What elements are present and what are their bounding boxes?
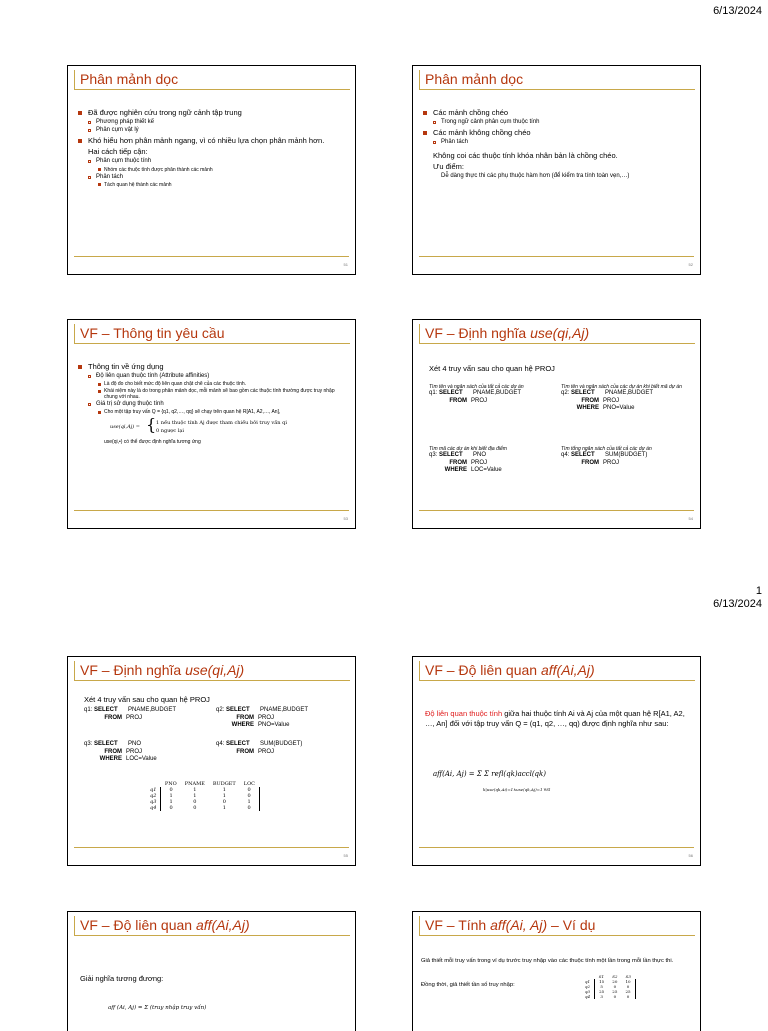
query-q3: [84, 741, 214, 764]
definition-term: Độ liên quan thuộc tính: [425, 709, 503, 718]
bullet: Khó hiểu hơn phân mảnh ngang, vì có nhiều lựa chọn phân mảnh hơn.: [76, 136, 347, 145]
matrix-cell: 5: [595, 984, 609, 989]
slide-title: [425, 917, 595, 933]
paragraph: Ưu điểm:: [433, 162, 464, 172]
sql-value: PROJ: [258, 748, 275, 755]
sql-value: PROJ: [603, 397, 620, 404]
matrix-cell: 1: [161, 799, 181, 805]
sql-value: PNO=Value: [603, 405, 635, 412]
slide-58: [412, 911, 701, 1031]
slide-55: [67, 656, 356, 866]
slide-number: 55: [343, 853, 348, 858]
slide-54: [412, 319, 701, 529]
footer-line: [419, 256, 694, 257]
matrix-cell: 0: [193, 799, 197, 805]
slide-56: [412, 656, 701, 866]
slide-57: [67, 911, 356, 1031]
query-q2: [216, 707, 346, 730]
keyword: FROM: [104, 714, 122, 721]
matrix-cell: 3: [595, 994, 609, 999]
title-text: VF – Độ liên quan: [425, 662, 541, 678]
header-date: 6/13/2024: [713, 5, 762, 17]
section-date: 6/13/2024: [713, 598, 762, 610]
sub-bullet: Giá trị sử dụng thuộc tính: [76, 401, 347, 408]
matrix-row-header: q1: [585, 979, 591, 984]
keyword: SELECT: [94, 707, 118, 713]
intro-text: Xét 4 truy vấn sau cho quan hệ PROJ: [84, 695, 210, 704]
slide-title: [425, 325, 589, 341]
query-label: q2:: [561, 390, 570, 397]
slide-53: [67, 319, 356, 529]
matrix-row-header: q3: [585, 989, 591, 994]
sql-value: PNO=Value: [258, 722, 290, 728]
query-q3: [429, 446, 559, 475]
sql-value: PROJ: [603, 459, 620, 466]
slide-content: [76, 106, 347, 189]
sql-value: PROJ: [471, 397, 488, 404]
matrix-row-header: q2: [150, 793, 157, 799]
slide-51: [67, 65, 356, 275]
keyword: FROM: [581, 459, 599, 466]
keyword: WHERE: [444, 467, 467, 474]
keyword: FROM: [449, 397, 467, 404]
query-description: Tìm mã các dự án khi biết địa điểm: [429, 446, 507, 452]
slide-title: [80, 917, 250, 933]
sql-value: PROJ: [126, 714, 143, 721]
slide-number: 53: [343, 516, 348, 521]
sql-value: LOC=Value: [471, 467, 502, 474]
query-label: q2:: [216, 707, 225, 713]
footer-line: [419, 847, 694, 848]
frequency-text: Đồng thời, giả thiết tần số truy nhập:: [421, 982, 515, 988]
slide-title: [425, 662, 595, 678]
slide-content: [421, 106, 692, 182]
matrix-cell: 1: [193, 787, 197, 793]
use-lhs: use(qi,Aj) =: [110, 424, 140, 431]
sql-value: PROJ: [126, 748, 143, 755]
sub-sub-bullet: Nhóm các thuộc tính được phân thành các mảnh: [76, 167, 347, 173]
title-text: VF – Tính: [425, 917, 491, 933]
matrix-cell: 0: [240, 787, 259, 793]
access-matrix-table: [581, 974, 636, 999]
matrix-cell: 25: [612, 989, 618, 994]
query-q1: [84, 707, 214, 722]
matrix-cell: 1: [222, 805, 226, 811]
matrix-col-header: PNAME: [184, 781, 205, 787]
matrix-cell: 10: [622, 979, 636, 984]
query-label: q4:: [561, 452, 570, 459]
bullet: Thông tin về ứng dụng: [76, 362, 347, 371]
sql-value: PNAME,BUDGET: [128, 707, 177, 713]
keyword: FROM: [236, 748, 254, 755]
aff-formula-sub: k|use(qk,Ai)=1∧use(qk,Aj)=1 ∀Sl: [483, 787, 551, 792]
keyword: SELECT: [226, 707, 250, 713]
matrix-col-header: S3: [625, 974, 631, 979]
explanation-text: Giải nghĩa tương đương:: [80, 974, 164, 983]
matrix-cell: 0: [240, 805, 259, 811]
footer-line: [419, 510, 694, 511]
matrix-cell: 25: [595, 989, 609, 994]
title-italic: use(qi,Aj): [185, 662, 245, 678]
sub-sub-bullet: Cho một tập truy vấn Q = {q1, q2,…, qq} sẽ chạy trên quan hệ R[A1, A2,…, An],: [76, 409, 347, 415]
matrix-cell: 1: [161, 793, 181, 799]
query-label: q1:: [84, 707, 93, 713]
sub-bullet: Độ liên quan thuộc tính (Attribute affinities): [76, 373, 347, 380]
sql-value: PNO: [473, 452, 487, 459]
sql-value: SUM(BUDGET): [260, 741, 303, 747]
matrix-col-header: S2: [612, 974, 618, 979]
matrix-row-header: q1: [150, 787, 157, 793]
title-italic: aff(Ai, Aj): [490, 917, 548, 933]
slide-number: 54: [688, 516, 693, 521]
keyword: SELECT: [439, 390, 463, 397]
query-description: Tìm tổng ngân sách của tất cả các dự án: [561, 446, 652, 452]
slide-52: [412, 65, 701, 275]
matrix-cell: 20: [612, 979, 618, 984]
matrix-cell: 0: [613, 984, 617, 989]
definition-body: giữa hai thuộc tính Ai và Aj của một quan hệ R[A1, A2, …, An] đối với tập truy vấn Q = (q1, q2, …, qq) được định nghĩa như sau:: [425, 709, 685, 728]
keyword: FROM: [581, 397, 599, 404]
keyword: WHERE: [231, 722, 254, 728]
matrix-cell: 0: [161, 805, 181, 811]
keyword: SELECT: [571, 452, 595, 459]
title-text: VF – Định nghĩa: [80, 662, 186, 678]
slide-title: Phân mảnh dọc: [425, 71, 524, 87]
sub-bullet: Phương pháp thiết kế: [76, 119, 347, 126]
paragraph: Không coi các thuộc tính khóa nhân bản là chồng chéo.: [433, 151, 618, 161]
footer-line: [74, 256, 349, 257]
keyword: SELECT: [571, 390, 595, 397]
query-label: q4:: [216, 741, 225, 747]
title-italic: aff(Ai,Aj): [195, 917, 250, 933]
matrix-col-header: BUDGET: [212, 781, 236, 787]
use-matrix: [146, 781, 260, 811]
sub-sub-bullet: Khái niệm này là do trong phân mảnh dọc, mỗi mảnh sẽ bao gồm các thuộc tính thường được truy nhập chung với nhau.: [76, 388, 347, 400]
matrix-cell: 0: [222, 799, 226, 805]
title-text-suffix: – Ví dụ: [547, 917, 596, 933]
sub-sub-bullet: Là độ đo cho biết mức độ liên quan chặt chẽ của các thuộc tính.: [76, 381, 347, 387]
matrix-cell: 0: [240, 793, 259, 799]
keyword: SELECT: [94, 741, 118, 747]
query-q1: [429, 384, 559, 405]
title-text: VF – Định nghĩa: [425, 325, 531, 341]
sql-value: PROJ: [471, 459, 488, 466]
access-matrix: [581, 974, 636, 999]
footer-line: [74, 847, 349, 848]
matrix-cell: 1: [222, 787, 226, 793]
slide-content: [76, 360, 347, 446]
query-q4: [216, 741, 346, 756]
sql-value: PNAME,BUDGET: [605, 390, 654, 397]
matrix-cell: 0: [161, 787, 181, 793]
title-italic: use(qi,Aj): [530, 325, 590, 341]
use-matrix-table: [146, 781, 260, 811]
sub-bullet: Phân tách: [421, 139, 692, 146]
slide-title: VF – Thông tin yêu cầu: [80, 325, 225, 341]
sql-value: PNAME,BUDGET: [260, 707, 309, 713]
matrix-cell: 0: [613, 994, 617, 999]
paragraph: Hai cách tiếp cận:: [88, 147, 148, 157]
matrix-row-header: q4: [585, 994, 591, 999]
sql-value: LOC=Value: [126, 756, 157, 762]
query-q2: [561, 384, 691, 413]
matrix-cell: 0: [193, 805, 197, 811]
use-definition: [110, 416, 347, 438]
query-label: q3:: [84, 741, 93, 747]
matrix-row-header: q2: [585, 984, 591, 989]
sql-value: SUM(BUDGET): [605, 452, 648, 459]
matrix-col-header: S1: [598, 974, 605, 979]
definition-text: [425, 709, 686, 729]
sub-sub-bullet: Tách quan hệ thành các mảnh: [76, 182, 347, 188]
matrix-cell: 1: [222, 793, 226, 799]
sub-bullet: Phân cụm vật lý: [76, 127, 347, 134]
keyword: WHERE: [99, 756, 122, 762]
sql-value: PROJ: [258, 714, 275, 721]
slide-number: 52: [688, 262, 693, 267]
query-description: Tìm tên và ngân sách của các dự án khi biết mã dự án: [561, 384, 682, 390]
sql-value: PNAME,BUDGET: [473, 390, 522, 397]
matrix-cell: 25: [622, 989, 636, 994]
use-case-1: 1 nếu thuộc tính Aj được tham chiếu bởi truy vấn qi: [156, 420, 287, 427]
assumption-text: Giả thiết mỗi truy vấn trong ví dụ trước truy nhập vào các thuộc tính một lần trong mỗi lần thực thi.: [421, 958, 674, 964]
keyword: WHERE: [576, 405, 599, 412]
slide-title: [80, 662, 244, 678]
bullet: Các mảnh không chồng chéo: [421, 128, 692, 137]
keyword: FROM: [449, 459, 467, 466]
bullet: Đã được nghiên cứu trong ngữ cảnh tập trung: [76, 108, 347, 117]
brace: {: [146, 415, 157, 435]
matrix-row-header: q3: [150, 799, 157, 805]
slide-number: 56: [688, 853, 693, 858]
matrix-cell: 1: [193, 793, 197, 799]
title-text: VF – Độ liên quan: [80, 917, 196, 933]
keyword: FROM: [104, 748, 122, 755]
matrix-cell: 15: [595, 979, 609, 984]
use-note: use(qi,•) có thể được định nghĩa tương ứng: [104, 439, 201, 446]
matrix-cell: 0: [622, 994, 636, 999]
slide-number: 51: [343, 262, 348, 267]
query-label: q1:: [429, 390, 438, 397]
sub-bullet: Phân cụm thuộc tính: [76, 158, 347, 165]
query-description: Tìm tên và ngân sách của tất cả các dự án: [429, 384, 524, 390]
matrix-cell: 0: [622, 984, 636, 989]
aff-formula: aff(Ai, Aj) = Σ Σ refl(qk)accl(qk): [433, 770, 547, 778]
keyword: SELECT: [226, 741, 250, 747]
title-italic: aff(Ai,Aj): [540, 662, 595, 678]
sub-bullet: Trong ngữ cảnh phân cụm thuộc tính: [421, 119, 692, 126]
intro-text: Xét 4 truy vấn sau cho quan hệ PROJ: [429, 364, 555, 373]
use-case-2: 0 ngược lại: [156, 428, 184, 435]
matrix-col-header: PNO: [164, 781, 177, 787]
sql-value: PNO: [128, 741, 142, 747]
sub-bullet: Phân tách: [76, 174, 347, 181]
footer-line: [74, 510, 349, 511]
matrix-col-header: LOC: [243, 781, 255, 787]
matrix-row-header: q4: [150, 805, 157, 811]
bullet: Các mảnh chồng chéo: [421, 108, 692, 117]
matrix-cell: 1: [240, 799, 259, 805]
paragraph: Dễ dàng thực thi các phụ thuộc hàm hơn (để kiểm tra tính toàn vẹn,…): [441, 173, 630, 180]
query-label: q3:: [429, 452, 438, 459]
keyword: SELECT: [439, 452, 463, 459]
query-q4: [561, 446, 691, 467]
page-number: 1: [755, 585, 762, 597]
keyword: FROM: [236, 714, 254, 721]
slide-title: Phân mảnh dọc: [80, 71, 179, 87]
aff-formula: aff (Ai, Aj) = Σ (truy nhập truy vấn): [108, 1005, 207, 1011]
